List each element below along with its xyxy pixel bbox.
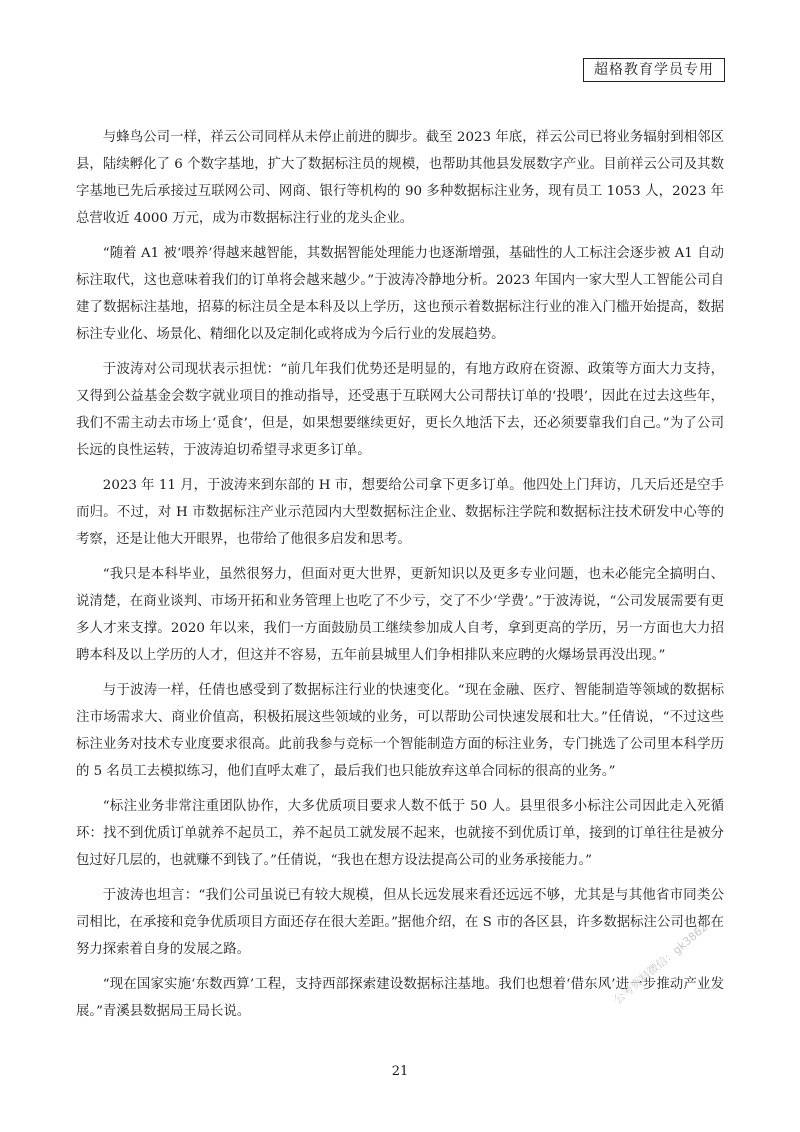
paragraph: 2023 年 11 月，于波涛来到东部的 H 市，想要给公司拿下更多订单。他四处上门拜访，几天后还是空手而归。不过，对 H 市数据标注产业示范园内大型数据标注企业、数据标注学院和数据标注技术研发中心等的考察，还是让他大开眼界，也带给了他很多启发和思考。 [76,478,724,547]
watermark-text: 公考资料微信：gk3862 [611,920,711,1007]
paragraph: 于波涛也坦言：“我们公司虽说已有较大规模，但从长远发展来看还远远不够，尤其是与其他省市同类公司相比，在承接和竞争优质项目方面还存在很大差距。”据他介绍，在 S 市的各区县，许多数据标注公司也都在努力探索着自身的发展之路。 [76,888,724,957]
paragraph: “标注业务非常注重团队协作，大多优质项目要求人数不低于 50 人。县里很多小标注公司因此走入死循环：找不到优质订单就养不起员工，养不起员工就发展不起来，也就接不到优质订单，接到的订单往往是被分包过好几层的，也就赚不到钱了。”任倩说，“我也在想方设法提高公司的业务承接能力。” [76,799,724,868]
paragraph: 于波涛对公司现状表示担忧：“前几年我们优势还是明显的，有地方政府在资源、政策等方面大力支持，又得到公益基金会数字就业项目的推动指导，还受惠于互联网大公司帮扶订单的‘投喂’，因此在过去这些年，我们不需主动去市场上‘觅食’，但是，如果想要继续更好，更长久地活下去，还必须要靠我们自己。”为了公司长远的良性运转，于波涛迫切希望寻求更多订单。 [76,362,724,458]
paragraph: “随着 A1 被‘喂养’得越来越智能，其数据智能处理能力也逐渐增强，基础性的人工标注会逐步被 A1 自动标注取代，这也意味着我们的订单将会越来越少。”于波涛冷静地分析。2023 年国内一家大型人工智能公司自建了数据标注基地，招募的标注员全是本科及以上学历，这也预示着数据标注行业的准入门槛开始提高，数据标注专业化、场景化、精细化以及定制化或将成为今后行业的发展趋势。 [76,246,724,342]
header-badge: 超格教育学员专用 [583,58,725,82]
paragraph: “我只是本科毕业，虽然很努力，但面对更大世界，更新知识以及更多专业问题，也未必能完全搞明白、说清楚，在商业谈判、市场开拓和业务管理上也吃了不少亏，交了不少‘学费’。”于波涛说，“公司发展需要有更多人才来支撑。2020 年以来，我们一方面鼓励员工继续参加成人自考，拿到更高的学历，另一方面也大力招聘本科及以上学历的人才，但这并不容易，五年前县城里人们争相排队来应聘的火爆场景再没出现。” [76,567,724,663]
article-body [76,124,724,1033]
page-number: 21 [391,1064,409,1079]
paragraph: 与于波涛一样，任倩也感受到了数据标注行业的快速变化。“现在金融、医疗、智能制造等领域的数据标注市场需求大、商业价值高，积极拓展这些领域的业务，可以帮助公司快速发展和壮大。”任倩说，“不过这些标注业务对技术专业度要求很高。此前我参与竞标一个智能制造方面的标注业务，专门挑选了公司里本科学历的 5 名员工去模拟练习，他们直呼太难了，最后我们也只能放弃这单合同标的很高的业务。” [76,683,724,779]
paragraph: 与蜂鸟公司一样，祥云公司同样从未停止前进的脚步。截至 2023 年底，祥云公司已将业务辐射到相邻区县，陆续孵化了 6 个数字基地，扩大了数据标注员的规模，也帮助其他县发展数字产业。目前祥云公司及其数字基地已先后承接过互联网公司、网商、银行等机构的 90 多种数据标注业务，现有员工 1053 人，2023 年总营收近 4000 万元，成为市数据标注行业的龙头企业。 [76,130,724,226]
paragraph: “现在国家实施‘东数西算’工程，支持西部探索建设数据标注基地。我们也想着‘借东风’进一步推动产业发展。”青溪县数据局王局长说。 [76,977,724,1019]
